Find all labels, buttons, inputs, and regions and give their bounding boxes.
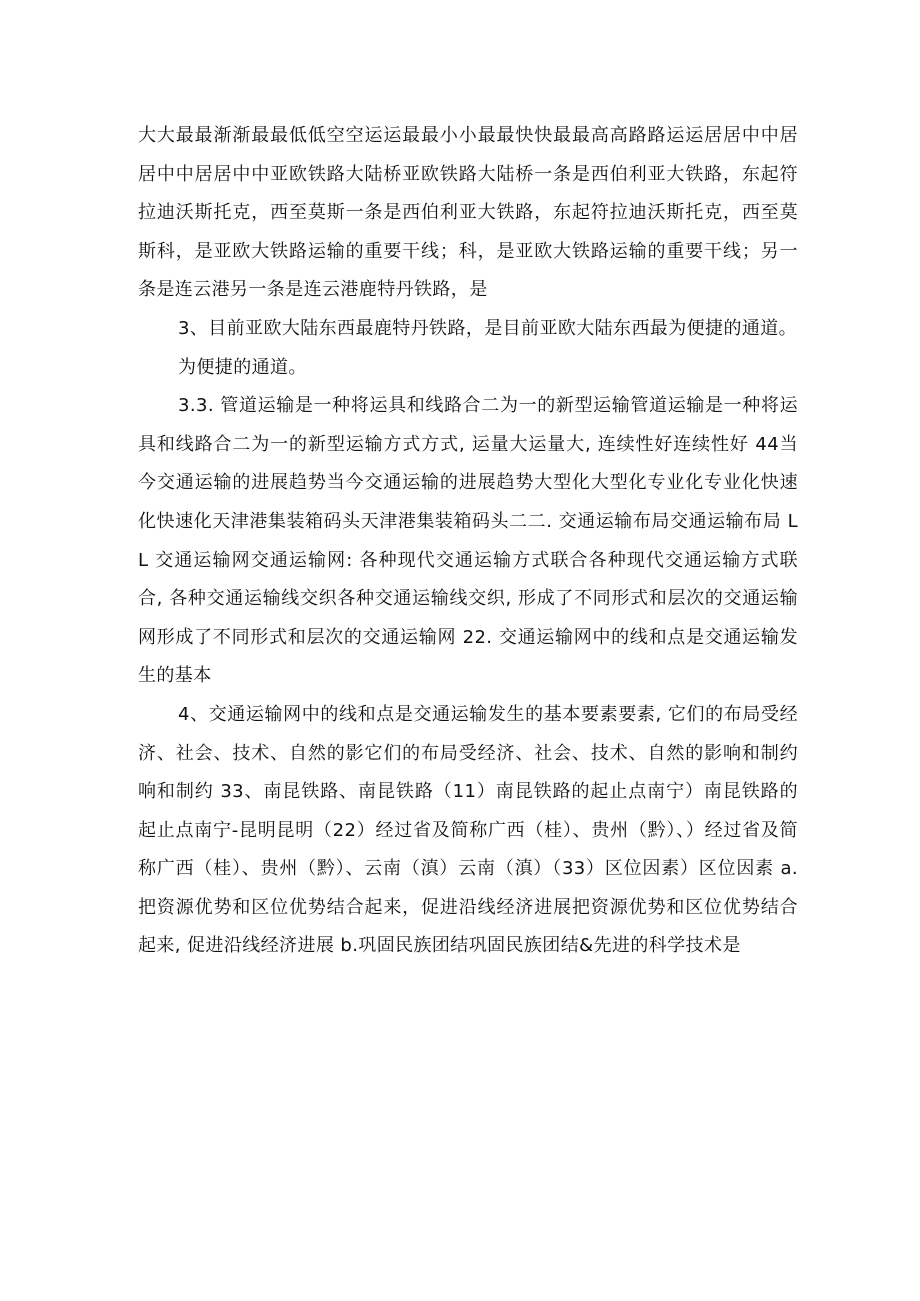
paragraph-1: 大大最最渐渐最最低低空空运运最最小小最最快快最最高高路路运运居居中中居居中中居居中中亚欧铁路大陆桥亚欧铁路大陆桥一条是西伯利亚大铁路，东起符拉迪沃斯托克，西至莫斯一条是西伯利亚大铁路，东起符拉迪沃斯托克，西至莫斯科，是亚欧大铁路运输的重要干线；科，是亚欧大铁路运输的重要干线；另一条是连云港另一条是连云港鹿特丹铁路，是 — [138, 125, 798, 301]
document-body — [138, 117, 798, 966]
paragraph-2: 3、目前亚欧大陆东西最鹿特丹铁路，是目前亚欧大陆东西最为便捷的通道。 — [178, 317, 798, 339]
paragraph-4: 3.3. 管道运输是一种将运具和线路合二为一的新型运输管道运输是一种将运具和线路合二为一的新型运输方式方式, 运量大运量大, 连续性好连续性好 44当今交通运输的进展趋势当今交通运输的进展趋势大型化大型化专业化专业化快速化快速化天津港集装箱码头天津港集装箱码头二二. 交通运输布局交通运输布局 LL 交通运输网交通运输网: 各种现代交通运输方式联合各种现代交通运输方式联合, 各种交通运输线交织各种交通运输线交织, 形成了不同形式和层次的交通运输网形成了不同形式和层次的交通运输网 22. 交通运输网中的线和点是交通运输发生的基本 — [138, 395, 798, 687]
paragraph-5: 4、交通运输网中的线和点是交通运输发生的基本要素要素, 它们的布局受经济、社会、技术、自然的影它们的布局受经济、社会、技术、自然的影响和制约响和制约 33、南昆铁路、南昆铁路（11）南昆铁路的起止点南宁）南昆铁路的起止点南宁-昆明昆明（22）经过省及简称广西（桂）、贵州（黔）、）经过省及简称广西（桂）、贵州（黔）、云南（滇）云南（滇）（33）区位因素）区位因素 a.把资源优势和区位优势结合起来，促进沿线经济进展把资源优势和区位优势结合起来, 促进沿线经济进展 b.巩固民族团结巩固民族团结&先进的科学技术是 — [138, 703, 798, 957]
paragraph-3: 为便捷的通道。 — [178, 356, 307, 378]
